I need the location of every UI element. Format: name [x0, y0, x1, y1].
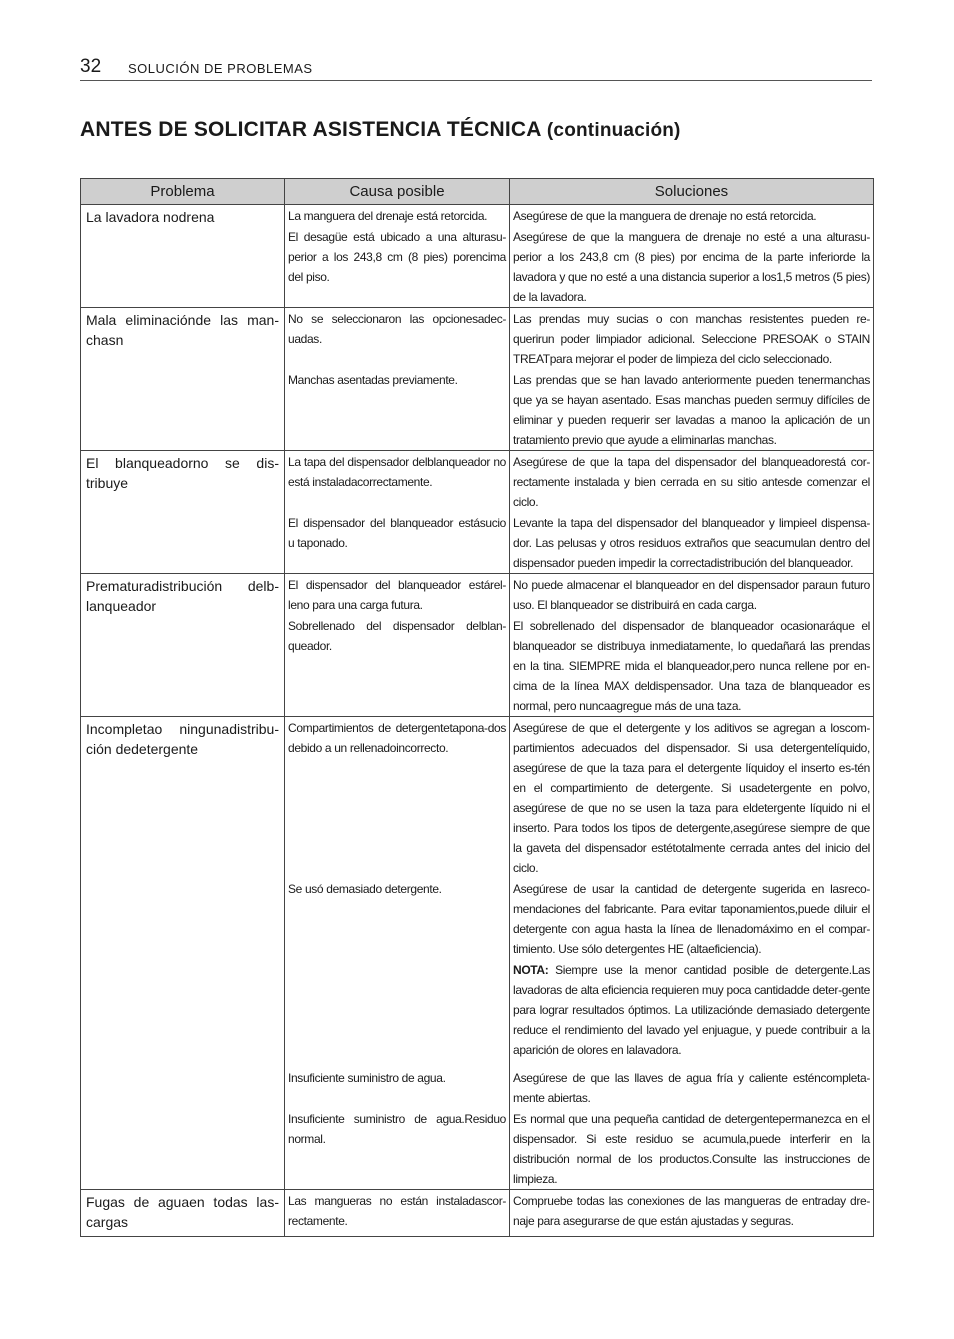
header-cause: Causa posible: [285, 179, 510, 205]
cause-text: No se seleccionaron las opcionesadec-uadas.: [288, 312, 506, 346]
solution-cell: [510, 717, 874, 1190]
solution-text: Asegúrese de que el detergente y los aditivos se agregan a loscom-partimientos adecuados del dispensador. Si usa detergentelíquido, asegúrese de que la taza para el detergente líquidoy el inserto es-tén en el compartimiento de detergente. Si usadetergente en polvo, asegúrese de que no se usen la taza para eldetergente líquido ni el inserto. Para todos los tipos de detergente,asegúrese siempre de que la gaveta del dispensador estétotalmente cerrada antes del inicio del ciclo.: [513, 721, 870, 875]
solution-text: Asegúrese de que las llaves de agua fría y caliente esténcompleta-mente abiertas.: [513, 1071, 870, 1105]
cause-text: Sobrellenado del dispensador delblan-queador.: [288, 619, 506, 653]
nota-label: NOTA:: [513, 963, 549, 977]
cause-text: Manchas asentadas previamente.: [288, 373, 458, 387]
page-title-sub: (continuación): [546, 120, 681, 141]
solution-text: Las prendas muy sucias o con manchas resistentes pueden re-querirun poder limpiador adicional. Seleccione PRESOAK o STAIN TREATpara mejorar el poder de limpieza del ciclo seleccionado.: [513, 312, 870, 366]
page-number: 32: [80, 56, 102, 77]
cause-text: Compartimientos de detergentetapona-dos debido a un rellenadoincorrecto.: [288, 721, 506, 755]
cause-text: El desagüe está ubicado a una alturasu-perior a los 243,8 cm (8 pies) porencima del piso.: [288, 230, 506, 284]
solution-text: No puede almacenar el blanqueador en del dispensador paraun futuro uso. El blanqueador se distribuirá en cada carga.: [513, 578, 870, 612]
solution-text: El sobrellenado del dispensador de blanqueador ocasionaráque el blanqueador se distribuya inmediatamente, lo quedañará las prendas en la tina. SIEMPRE mida el blanqueador,pero nunca rellene por en-cima de la línea MAX deldispensador. Una taza de blanqueador es normal, pero nuncaagregue más de una taza.: [513, 619, 870, 713]
table-row: [81, 308, 874, 451]
solution-text: Asegúrese de que la manguera de drenaje no está retorcida.: [513, 209, 817, 223]
table-row: [81, 451, 874, 574]
solution-text: Levante la tapa del dispensador del blanqueador y limpieel dispensa-dor. Las pelusas y otros residuos extraños que seacumulan dentro del dispensador pueden impedir la correctadistribución del blanqueador.: [513, 516, 870, 570]
solution-text: Las prendas que se han lavado anteriormente pueden tenermanchas que ya se hayan asentado. Esas manchas pueden sermuy difíciles de eliminar y pueden requerir ser lavadas a manoo la aplicación de un tratamiento previo que ayude a eliminarlas manchas.: [513, 373, 870, 447]
solution-cell: [510, 205, 874, 308]
table-row: [81, 717, 874, 1190]
problem-cell: Fugas de aguaen todas las-cargas: [81, 1190, 285, 1237]
table-row: [81, 1190, 874, 1237]
cause-text: La manguera del drenaje está retorcida.: [288, 209, 488, 223]
cause-text: El dispensador del blanqueador estárel-leno para una carga futura.: [288, 578, 506, 612]
cause-cell: [285, 205, 510, 308]
page-title: [80, 116, 681, 145]
solution-cell: [510, 451, 874, 574]
problem-cell: Prematuradistribución delb-lanqueador: [81, 574, 285, 717]
header-solutions: Soluciones: [510, 179, 874, 205]
cause-text: La tapa del dispensador delblanqueador no está instaladacorrectamente.: [288, 455, 506, 489]
problem-cell: Incompletao ningunadistribu-ción dedetergente: [81, 717, 285, 1190]
header-problem: Problema: [81, 179, 285, 205]
table-row: [81, 574, 874, 717]
troubleshooting-table: [80, 178, 874, 1237]
problem-cell: Mala eliminaciónde las man-chasn: [81, 308, 285, 451]
problem-cell: El blanqueadorno se dis-tribuye: [81, 451, 285, 574]
table-header-row: [81, 179, 874, 205]
cause-text: Insuficiente suministro de agua.Residuo normal.: [288, 1112, 506, 1146]
solution-text: Es normal que una pequeña cantidad de detergentepermanezca en el dispensador. Si este residuo se acumula,puede interferir en la distribución normal de los productos.Consulte las instrucciones de limpieza.: [513, 1112, 870, 1186]
section-name: SOLUCIÓN DE PROBLEMAS: [128, 61, 313, 76]
solution-cell: [510, 574, 874, 717]
page-header: [80, 56, 872, 81]
cause-text: Las mangueras no están instaladascor-rectamente.: [288, 1194, 506, 1228]
page-title-main: ANTES DE SOLICITAR ASISTENCIA TÉCNICA: [80, 118, 541, 141]
cause-text: Se usó demasiado detergente.: [288, 882, 442, 896]
cause-cell: [285, 717, 510, 1190]
solution-text: Compruebe todas las conexiones de las mangueras de entraday dre-naje para asegurarse de que están ajustadas y seguras.: [513, 1194, 870, 1228]
cause-cell: [285, 451, 510, 574]
cause-text: Insuficiente suministro de agua.: [288, 1071, 446, 1085]
solution-cell: [510, 1190, 874, 1237]
solution-cell: [510, 308, 874, 451]
nota-block: [513, 960, 870, 1068]
solution-text: Siempre use la menor cantidad posible de detergente.Las lavadoras de alta eficiencia requieren muy poca cantidadde deter-gente para lograr resultados óptimos. La utilizaciónde demasiado detergente reduce el rendimiento del lavado yel enjuague, y puede contribuir a la aparición de olores en lalavadora.: [513, 963, 870, 1057]
cause-cell: [285, 308, 510, 451]
solution-text: Asegúrese de que la manguera de drenaje no esté a una alturasu-perior a los 243,8 cm (8 pies) por encima de la parte inferiorde la lavadora y que no esté a una distancia superior a los1,5 metros (5 pies) de la lavadora.: [513, 230, 870, 304]
table-row: [81, 205, 874, 308]
problem-cell: La lavadora nodrena: [81, 205, 285, 308]
solution-text: Asegúrese de que la tapa del dispensador del blanqueadorestá cor-rectamente instalada y bien cerrada en su sitio antesde comenzar el ciclo.: [513, 455, 870, 509]
cause-cell: [285, 574, 510, 717]
solution-text: Asegúrese de usar la cantidad de detergente sugerida en lasreco-mendaciones del fabricante. Para evitar taponamientos,puede diluir el detergente con agua hasta la línea de llenadomáximo en el compar-timiento. Use sólo detergentes HE (altaeficiencia).: [513, 882, 870, 956]
cause-text: El dispensador del blanqueador estásucio u taponado.: [288, 516, 506, 550]
cause-cell: [285, 1190, 510, 1237]
